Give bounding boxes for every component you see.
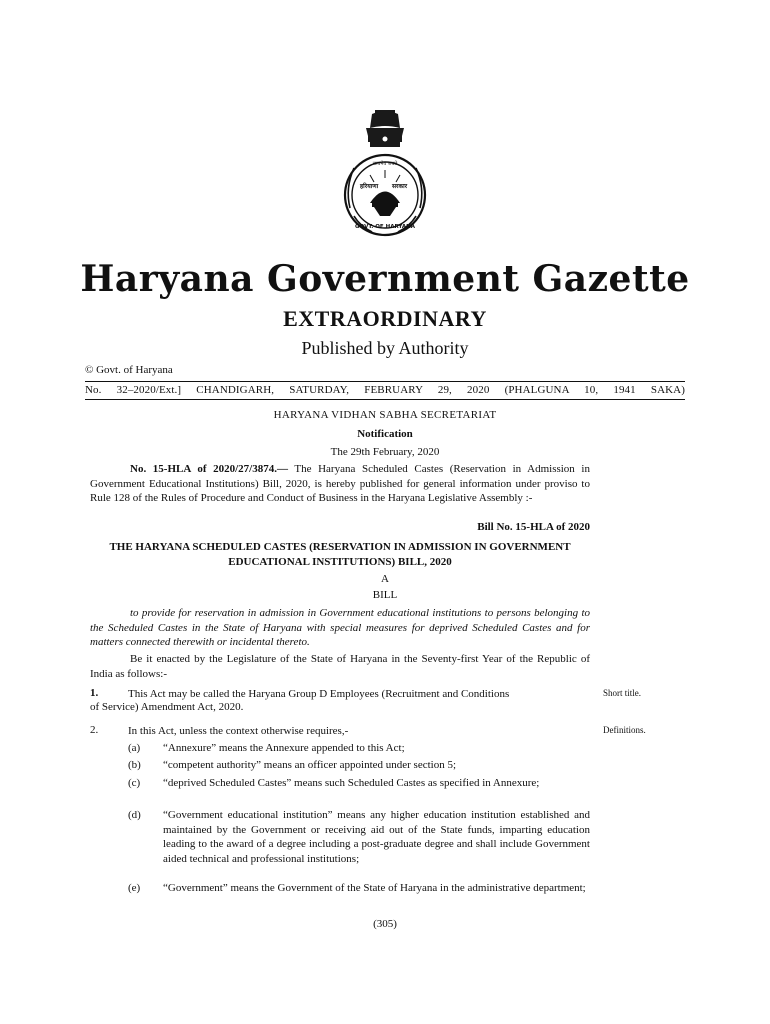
- notification-paragraph: [90, 462, 590, 506]
- clause-text: “Government educational institution” means any higher education institution established and maintained by the Government or receiving aid out of the State funds, imparting education leading to the award of a degree including a post-graduate degree and shall include Government aided technical and professional institutions;: [163, 809, 590, 865]
- clause-label: (b): [128, 759, 141, 771]
- clause-text: “Annexure” means the Annexure appended to this Act;: [163, 742, 405, 754]
- issue-line: No. 32–2020/Ext.] CHANDIGARH, SATURDAY, FEBRUARY 29, 2020 (PHALGUNA 10, 1941 SAKA): [85, 384, 685, 396]
- clause-label: (e): [128, 882, 141, 894]
- bill-number: Bill No. 15-HLA of 2020: [477, 521, 590, 533]
- notification-body: The Haryana Scheduled Castes (Reservation in Admission in Government Educational Institutions) Bill, 2020, is hereby published for general information under proviso to Rule 128 of the Rules of Procedure and Conduct of Business in the Haryana Legislative Assembly :-: [90, 463, 590, 504]
- secretariat-heading: HARYANA VIDHAN SABHA SECRETARIAT: [273, 409, 497, 421]
- published-by-authority: Published by Authority: [301, 338, 469, 358]
- section-2-number: 2.: [90, 724, 99, 736]
- section-1-text: This Act may be called the Haryana Group D Employees (Recruitment and Conditions: [128, 688, 510, 700]
- bill-label: BILL: [372, 589, 398, 601]
- clause-label: (c): [128, 777, 141, 789]
- haryana-emblem-logo: [330, 108, 440, 238]
- notification-ref: No. 15-HLA of 2020/27/3874.—: [130, 463, 288, 475]
- clause-label: (d): [128, 809, 141, 821]
- emblem-text-bottom: GOVT. OF HARYANA: [355, 224, 415, 230]
- emblem-text-left: हरियाणा: [360, 183, 379, 190]
- notification-date: The 29th February, 2020: [330, 446, 440, 458]
- enacting-clause: Be it enacted by the Legislature of the State of Haryana in the Seventy-first Year of the Republic of India as follows:-: [90, 653, 590, 680]
- section-2-text: In this Act, unless the context otherwise requires,-: [128, 725, 349, 737]
- emblem-text-top: सत्यमेव जयते: [372, 161, 398, 167]
- section-2-margin-note: Definitions.: [603, 725, 646, 735]
- notification-heading: Notification: [357, 428, 413, 440]
- bill-purpose: to provide for reservation in admission in Government educational institutions to persons belonging to the Scheduled Castes in the State of Haryana with special measures for deprived Scheduled Castes and for matters connected therewith or incidental thereto.: [90, 607, 590, 648]
- clause-text: “competent authority” means an officer appointed under section 5;: [163, 759, 457, 771]
- top-rule: [85, 381, 685, 382]
- section-1-text-continued: of Service) Amendment Act, 2020.: [90, 701, 244, 713]
- bill-title: THE HARYANA SCHEDULED CASTES (RESERVATION IN ADMISSION IN GOVERNMENT EDUCATIONAL INSTITUTIONS) BILL, 2020: [109, 541, 571, 568]
- extraordinary-heading: EXTRAORDINARY: [283, 306, 487, 331]
- clause-text: “deprived Scheduled Castes” means such Scheduled Castes as specified in Annexure;: [163, 777, 540, 789]
- bottom-rule: [85, 399, 685, 400]
- copyright-notice: © Govt. of Haryana: [85, 364, 173, 376]
- clause-label: (a): [128, 742, 141, 754]
- page-number: (305): [373, 918, 397, 930]
- bill-a: A: [381, 573, 389, 585]
- emblem-text-right: सरकार: [392, 183, 408, 190]
- section-1-margin-note: Short title.: [603, 688, 641, 698]
- clause-text: “Government” means the Government of the State of Haryana in the administrative department;: [163, 882, 586, 894]
- gazette-title: Haryana Government Gazette: [80, 258, 690, 300]
- section-1-number: 1.: [90, 687, 99, 699]
